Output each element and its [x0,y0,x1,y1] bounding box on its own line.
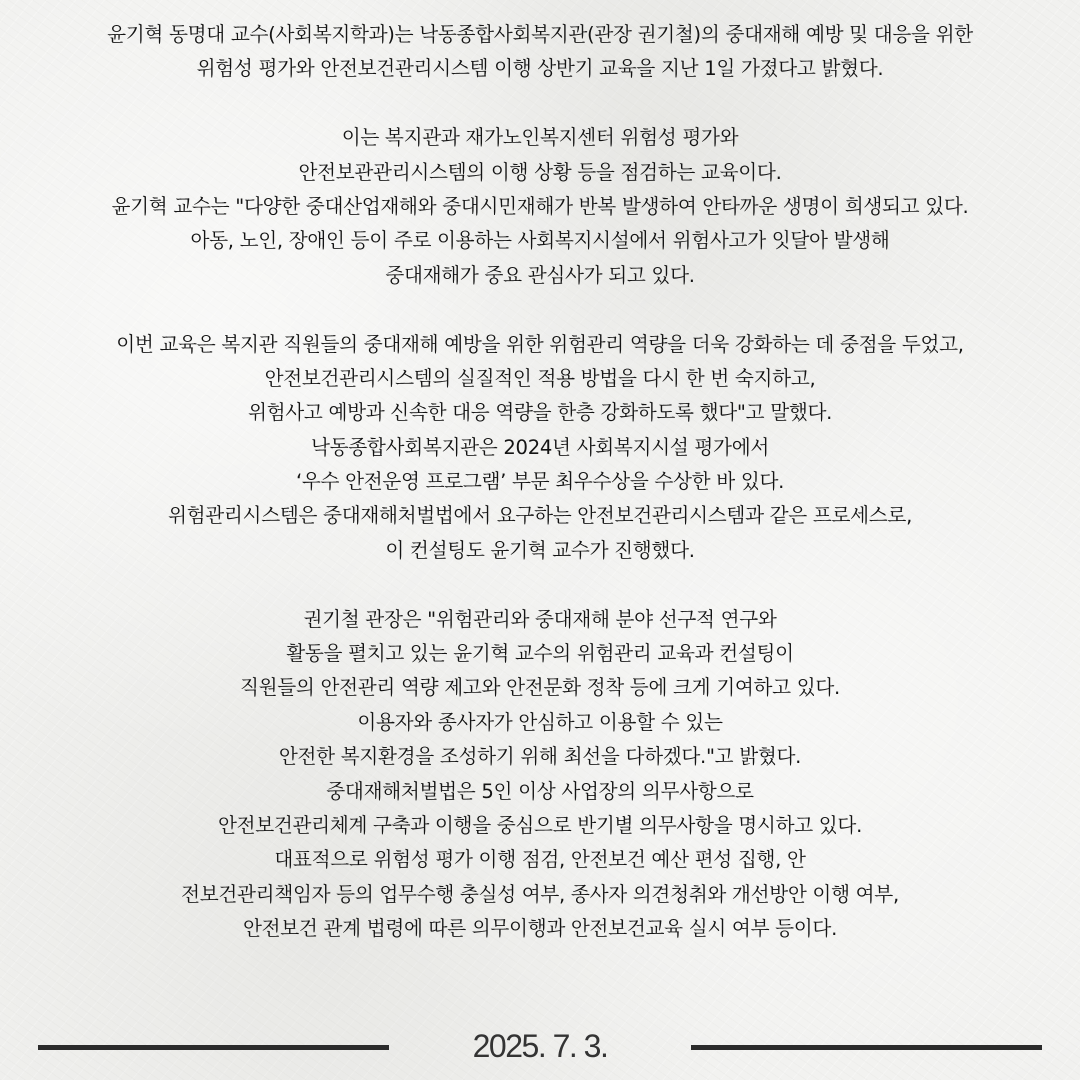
text-line: 이는 복지관과 재가노인복지센터 위험성 평가와 [341,126,739,150]
text-line: 윤기혁 동명대 교수(사회복지학과)는 낙동종합사회복지관(관장 권기철)의 중대재해 예방 및 대응을 위한 [107,23,973,46]
publish-date: 2025. 7. 3. [472,1028,608,1064]
right-divider [691,1045,1042,1050]
paragraph-2 [0,121,1080,293]
text-line: 아동, 노인, 장애인 등이 주로 이용하는 사회복지시설에서 위험사고가 잇달아 발생해 [190,229,890,253]
text-line: 활동을 펼치고 있는 윤기혁 교수의 위험관리 교육과 컨설팅이 [286,642,794,666]
text-line: 이 컨설팅도 윤기혁 교수가 진행했다. [385,538,695,562]
text-line: 위험성 평가와 안전보건관리시스템 이행 상반기 교육을 지난 1일 가졌다고 밝혔다. [196,57,884,81]
text-line: 안전한 복지환경을 조성하기 위해 최선을 다하겠다."고 밝혔다. [278,745,802,769]
text-line: 위험관리시스템은 중대재해처벌법에서 요구하는 안전보건관리시스템과 같은 프로세스로, [167,504,913,528]
text-line: 위험사고 예방과 신속한 대응 역량을 한층 강화하도록 했다"고 말했다. [247,401,833,425]
date-footer [0,1020,1080,1076]
text-line: 윤기혁 교수는 "다양한 중대산업재해와 중대시민재해가 반복 발생하여 안타까운 생명이 희생되고 있다. [111,194,969,218]
text-line: 중대재해가 중요 관심사가 되고 있다. [385,263,695,287]
text-line: 이용자와 종사자가 안심하고 이용할 수 있는 [357,710,723,734]
text-line: 안전보건관리시스템의 실질적인 적용 방법을 다시 한 번 숙지하고, [264,366,816,390]
paragraph-gap [0,568,1080,602]
text-line: 이번 교육은 복지관 직원들의 중대재해 예방을 위한 위험관리 역량을 더욱 강화하는 데 중점을 두었고, [116,332,964,356]
text-line: 대표적으로 위험성 평가 이행 점검, 안전보건 예산 편성 집행, 안 [274,848,806,872]
text-line: 중대재해처벌법은 5인 이상 사업장의 의무사항으로 [326,779,754,803]
paragraph-gap [0,87,1080,121]
text-line: 전보건관리책임자 등의 업무수행 충실성 여부, 종사자 의견청취와 개선방안 이행 여부, [181,882,899,906]
article-body [0,18,1080,947]
text-line: 안전보건관리체계 구축과 이행을 중심으로 반기별 의무사항을 명시하고 있다. [217,813,863,837]
text-line: 안전보관관리시스템의 이행 상황 등을 점검하는 교육이다. [298,160,782,184]
text-line: 안전보건 관계 법령에 따른 의무이행과 안전보건교육 실시 여부 등이다. [242,917,838,941]
paragraph-1 [0,18,1080,87]
paragraph-gap [0,293,1080,327]
text-line: 직원들의 안전관리 역량 제고와 안전문화 정착 등에 크게 기여하고 있다. [240,676,840,700]
text-line: 낙동종합사회복지관은 2024년 사회복지시설 평가에서 [310,435,769,459]
text-line: 권기철 관장은 "위험관리와 중대재해 분야 선구적 연구와 [303,607,777,631]
text-line: ‘우수 안전운영 프로그램’ 부문 최우수상을 수상한 바 있다. [295,470,785,494]
paragraph-4 [0,603,1080,947]
left-divider [38,1045,389,1050]
paragraph-3 [0,328,1080,569]
